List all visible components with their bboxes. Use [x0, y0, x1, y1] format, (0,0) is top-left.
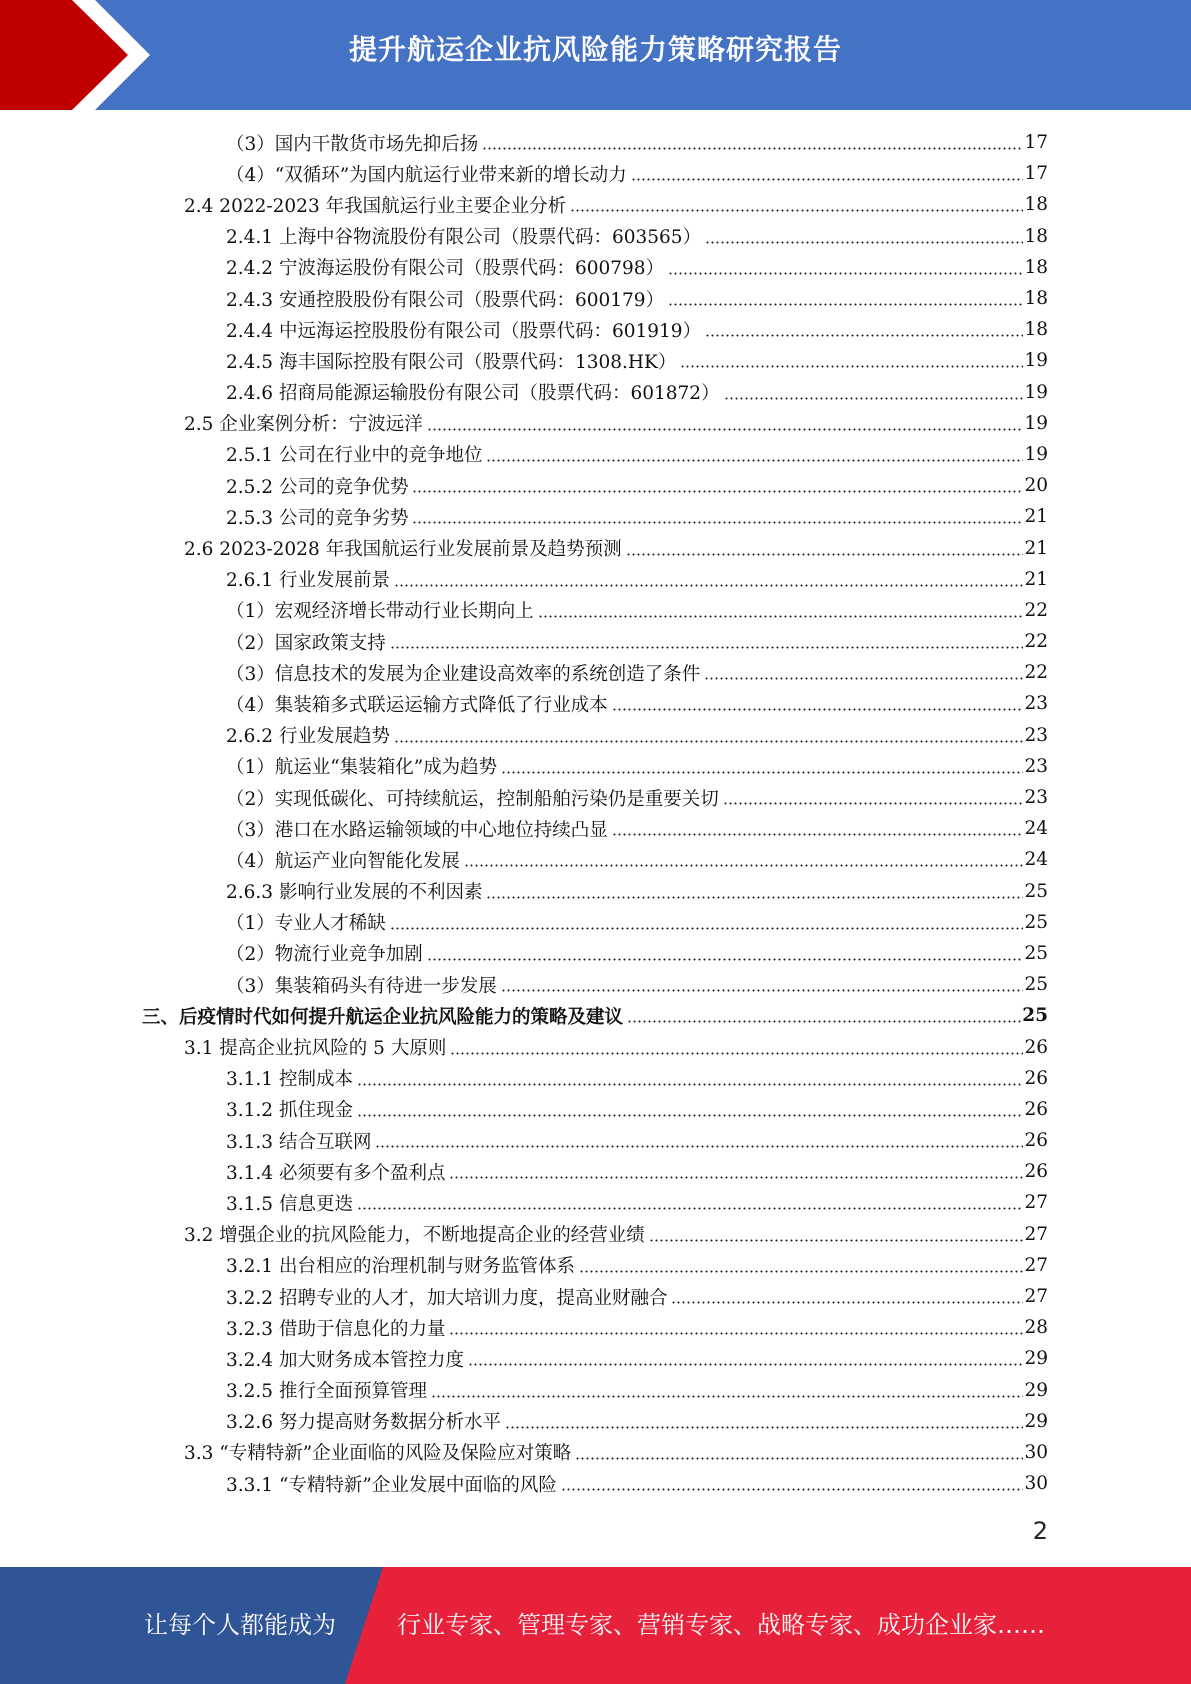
toc-entry[interactable]: [0, 439, 1191, 470]
toc-entry[interactable]: [0, 1094, 1191, 1125]
footer-slogan-right: 行业专家、管理专家、营销专家、战略专家、成功企业家……: [397, 1611, 1045, 1639]
toc-entry-page: 29: [1024, 1410, 1048, 1432]
toc-entry-page: 26: [1024, 1098, 1048, 1120]
toc-entry-title: （4）集装箱多式联运运输方式降低了行业成本: [226, 694, 608, 716]
toc-entry-title: 2.5.3 公司的竞争劣势: [226, 507, 409, 529]
toc-entry[interactable]: [0, 189, 1191, 220]
toc-entry-page: 17: [1024, 163, 1048, 185]
toc-entry[interactable]: [0, 470, 1191, 501]
toc-entry-page: 27: [1024, 1286, 1048, 1308]
toc-entry[interactable]: [0, 813, 1191, 844]
toc-entry-title: （1）宏观经济增长带动行业长期向上: [226, 601, 534, 623]
toc-dot-leader: [486, 896, 1023, 899]
toc-entry[interactable]: [0, 127, 1191, 158]
toc-entry[interactable]: [0, 782, 1191, 813]
toc-dot-leader: [464, 864, 1024, 867]
toc-entry-page: 25: [1024, 942, 1048, 964]
toc-dot-leader: [680, 365, 1023, 368]
toc-entry[interactable]: [0, 1031, 1191, 1062]
toc-entry[interactable]: [0, 283, 1191, 314]
toc-dot-leader: [449, 1332, 1023, 1335]
toc-entry-page: 30: [1024, 1441, 1048, 1463]
toc-entry-title: （2）国家政策支持: [226, 632, 386, 654]
toc-dot-leader: [482, 147, 1023, 150]
toc-entry[interactable]: [0, 1406, 1191, 1437]
toc-entry-page: 17: [1024, 132, 1048, 154]
toc-entry-title: 3.2.5 推行全面预算管理: [226, 1381, 427, 1403]
toc-entry-page: 27: [1024, 1254, 1048, 1276]
toc-entry-title: 3.2.1 出台相应的治理机制与财务监管体系: [226, 1256, 575, 1278]
toc-entry-page: 25: [1024, 911, 1048, 933]
toc-dot-leader: [505, 1426, 1023, 1429]
toc-entry-page: 26: [1024, 1036, 1048, 1058]
toc-entry[interactable]: [0, 720, 1191, 751]
table-of-contents: [0, 127, 1191, 1499]
toc-dot-leader: [612, 708, 1024, 711]
toc-dot-leader: [501, 771, 1023, 774]
toc-dot-leader: [412, 490, 1023, 493]
toc-entry[interactable]: [0, 252, 1191, 283]
toc-entry[interactable]: [0, 158, 1191, 189]
toc-entry[interactable]: [0, 907, 1191, 938]
toc-entry[interactable]: [0, 1063, 1191, 1094]
toc-dot-leader: [357, 1083, 1024, 1086]
toc-entry-title: 2.4.5 海丰国际控股有限公司（股票代码：1308.HK）: [226, 351, 677, 373]
toc-entry-page: 27: [1024, 1192, 1048, 1214]
toc-entry-page: 22: [1024, 662, 1048, 684]
toc-entry[interactable]: [0, 345, 1191, 376]
toc-entry-page: 29: [1024, 1379, 1048, 1401]
toc-entry-page: 23: [1024, 693, 1048, 715]
toc-entry-title: 3.2.3 借助于信息化的力量: [226, 1318, 446, 1340]
toc-entry-title: 3.3.1 “专精特新”企业发展中面临的风险: [226, 1474, 557, 1496]
document-title: 提升航运企业抗风险能力策略研究报告: [348, 33, 842, 66]
toc-entry-page: 24: [1024, 818, 1048, 840]
toc-entry-page: 19: [1024, 443, 1048, 465]
toc-dot-leader: [427, 428, 1024, 431]
toc-entry-page: 26: [1024, 1130, 1048, 1152]
toc-dot-leader: [390, 927, 1024, 930]
toc-entry-title: 3.1.5 信息更迭: [226, 1193, 353, 1215]
toc-entry-page: 22: [1024, 631, 1048, 653]
toc-entry[interactable]: [0, 1000, 1191, 1031]
toc-entry[interactable]: [0, 532, 1191, 563]
toc-entry[interactable]: [0, 1187, 1191, 1218]
toc-dot-leader: [412, 521, 1023, 524]
toc-entry-title: 2.5 企业案例分析：宁波远洋: [184, 414, 423, 436]
toc-entry-title: 3.1.1 控制成本: [226, 1069, 353, 1091]
toc-entry-page: 18: [1024, 225, 1048, 247]
toc-entry-title: （1）专业人才稀缺: [226, 913, 386, 935]
toc-entry-title: 2.4.2 宁波海运股份有限公司（股票代码：600798）: [226, 258, 665, 280]
toc-entry-page: 28: [1024, 1317, 1048, 1339]
toc-entry-title: 3.1 提高企业抗风险的 5 大原则: [184, 1038, 447, 1060]
toc-entry-page: 26: [1024, 1067, 1048, 1089]
toc-dot-leader: [449, 1176, 1023, 1179]
toc-entry-title: 3.2.6 努力提高财务数据分析水平: [226, 1412, 501, 1434]
toc-entry-page: 21: [1024, 568, 1048, 590]
toc-dot-leader: [427, 958, 1024, 961]
toc-entry[interactable]: [0, 1312, 1191, 1343]
toc-entry[interactable]: [0, 626, 1191, 657]
toc-entry-title: 3.2.2 招聘专业的人才，加大培训力度，提高业财融合: [226, 1287, 668, 1309]
page-footer: [0, 1567, 1191, 1684]
toc-entry-page: 18: [1024, 194, 1048, 216]
toc-entry-title: 2.4.4 中远海运控股股份有限公司（股票代码：601919）: [226, 320, 702, 342]
toc-dot-leader: [704, 677, 1023, 680]
toc-entry-title: 2.4.1 上海中谷物流股份有限公司（股票代码：603565）: [226, 227, 702, 249]
toc-entry-page: 25: [1024, 974, 1048, 996]
toc-entry-page: 26: [1024, 1161, 1048, 1183]
toc-entry-title: （3）国内干散货市场先抑后扬: [226, 133, 479, 155]
toc-entry[interactable]: [0, 1437, 1191, 1468]
toc-entry[interactable]: [0, 1375, 1191, 1406]
toc-dot-leader: [394, 584, 1023, 587]
toc-entry[interactable]: [0, 751, 1191, 782]
toc-dot-leader: [626, 553, 1024, 556]
toc-dot-leader: [649, 1239, 1024, 1242]
toc-entry-title: 2.5.1 公司在行业中的竞争地位: [226, 445, 483, 467]
toc-entry-title: 3.1.4 必须要有多个盈利点: [226, 1162, 446, 1184]
toc-dot-leader: [486, 459, 1023, 462]
toc-entry-title: 3.1.2 抓住现金: [226, 1100, 353, 1122]
toc-dot-leader: [431, 1395, 1023, 1398]
toc-dot-leader: [668, 272, 1023, 275]
toc-dot-leader: [612, 833, 1024, 836]
toc-entry-page: 25: [1024, 880, 1048, 902]
toc-entry-page: 24: [1024, 849, 1048, 871]
toc-entry-page: 18: [1024, 288, 1048, 310]
toc-entry-title: （3）集装箱码头有待进一步发展: [226, 975, 497, 997]
toc-entry-page: 21: [1024, 506, 1048, 528]
toc-entry-page: 18: [1024, 319, 1048, 341]
toc-entry[interactable]: [0, 938, 1191, 969]
toc-entry-page: 23: [1024, 724, 1048, 746]
toc-entry-page: 23: [1024, 755, 1048, 777]
toc-entry-page: 19: [1024, 381, 1048, 403]
toc-dot-leader: [631, 178, 1024, 181]
toc-entry[interactable]: [0, 1156, 1191, 1187]
toc-entry-title: 三、后疫情时代如何提升航运企业抗风险能力的策略及建议: [142, 1006, 624, 1028]
toc-entry-page: 23: [1024, 787, 1048, 809]
toc-entry[interactable]: [0, 221, 1191, 252]
toc-entry-page: 22: [1024, 599, 1048, 621]
toc-dot-leader: [450, 1052, 1023, 1055]
toc-entry[interactable]: [0, 844, 1191, 875]
toc-dot-leader: [575, 1457, 1023, 1460]
toc-entry-title: （2）物流行业竞争加剧: [226, 944, 423, 966]
toc-entry-title: 3.1.3 结合互联网: [226, 1131, 372, 1153]
toc-entry-title: 2.6.2 行业发展趋势: [226, 726, 390, 748]
toc-entry[interactable]: [0, 314, 1191, 345]
toc-entry[interactable]: [0, 408, 1191, 439]
toc-entry-title: （3）港口在水路运输领域的中心地位持续凸显: [226, 819, 608, 841]
toc-entry-page: 21: [1024, 537, 1048, 559]
toc-entry[interactable]: [0, 1219, 1191, 1250]
footer-slogan-left: 让每个人都能成为: [144, 1611, 336, 1639]
toc-entry[interactable]: [0, 876, 1191, 907]
toc-dot-leader: [375, 1145, 1023, 1148]
toc-entry[interactable]: [0, 564, 1191, 595]
toc-entry-page: 20: [1024, 475, 1048, 497]
toc-entry-title: 2.5.2 公司的竞争优势: [226, 476, 409, 498]
toc-entry[interactable]: [0, 501, 1191, 532]
toc-entry-title: （3）信息技术的发展为企业建设高效率的系统创造了条件: [226, 663, 701, 685]
toc-entry[interactable]: [0, 1468, 1191, 1499]
toc-entry-title: （1）航运业“集装箱化”成为趋势: [226, 757, 498, 779]
toc-dot-leader: [671, 1301, 1023, 1304]
toc-dot-leader: [468, 1363, 1023, 1366]
toc-entry-title: 3.2 增强企业的抗风险能力，不断地提高企业的经营业绩: [184, 1225, 645, 1247]
toc-dot-leader: [394, 740, 1023, 743]
toc-dot-leader: [668, 303, 1023, 306]
toc-dot-leader: [705, 241, 1023, 244]
toc-entry[interactable]: [0, 1343, 1191, 1374]
toc-dot-leader: [579, 1270, 1023, 1273]
toc-entry-page: 30: [1024, 1473, 1048, 1495]
toc-entry[interactable]: [0, 657, 1191, 688]
toc-dot-leader: [538, 615, 1024, 618]
toc-entry[interactable]: [0, 969, 1191, 1000]
toc-entry-title: 2.6 2023-2028 年我国航运行业发展前景及趋势预测: [184, 539, 622, 561]
toc-dot-leader: [390, 646, 1024, 649]
toc-entry-title: （2）实现低碳化、可持续航运，控制船舶污染仍是重要关切: [226, 788, 719, 810]
toc-entry-title: 2.4.3 安通控股股份有限公司（股票代码：600179）: [226, 289, 665, 311]
toc-entry[interactable]: [0, 1125, 1191, 1156]
toc-dot-leader: [561, 1488, 1024, 1491]
toc-entry[interactable]: [0, 1281, 1191, 1312]
toc-entry-page: 29: [1024, 1348, 1048, 1370]
toc-dot-leader: [627, 1020, 1021, 1023]
toc-entry-title: 2.4 2022-2023 年我国航运行业主要企业分析: [184, 195, 567, 217]
toc-entry-title: 2.4.6 招商局能源运输股份有限公司（股票代码：601872）: [226, 383, 720, 405]
toc-entry[interactable]: [0, 377, 1191, 408]
toc-entry-title: 3.2.4 加大财务成本管控力度: [226, 1349, 464, 1371]
toc-dot-leader: [723, 802, 1024, 805]
page-number: 2: [1032, 1517, 1048, 1545]
toc-dot-leader: [357, 1114, 1024, 1117]
toc-dot-leader: [570, 209, 1023, 212]
toc-dot-leader: [357, 1207, 1024, 1210]
toc-entry[interactable]: [0, 595, 1191, 626]
toc-entry-page: 27: [1024, 1223, 1048, 1245]
toc-entry-title: （4）航运产业向智能化发展: [226, 850, 460, 872]
toc-dot-leader: [501, 989, 1024, 992]
toc-entry[interactable]: [0, 1250, 1191, 1281]
toc-dot-leader: [724, 397, 1024, 400]
toc-entry-title: 2.6.1 行业发展前景: [226, 570, 390, 592]
toc-entry-page: 19: [1024, 412, 1048, 434]
toc-entry[interactable]: [0, 688, 1191, 719]
toc-entry-title: 2.6.3 影响行业发展的不利因素: [226, 882, 483, 904]
toc-entry-page: 18: [1024, 256, 1048, 278]
page-header: [0, 0, 1191, 110]
toc-entry-title: （4）“双循环”为国内航运行业带来新的增长动力: [226, 164, 627, 186]
toc-dot-leader: [705, 334, 1023, 337]
toc-entry-page: 25: [1022, 1005, 1048, 1027]
toc-entry-page: 19: [1024, 350, 1048, 372]
toc-entry-title: 3.3 “专精特新”企业面临的风险及保险应对策略: [184, 1443, 572, 1465]
